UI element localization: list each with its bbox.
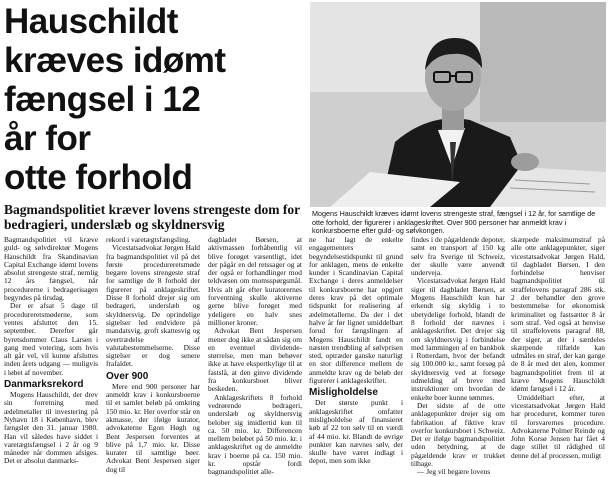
headline-line: Hauschildt bbox=[4, 2, 178, 41]
article-paragraph: findes i de pågældende depoter, samt en transport af 150 kg sølv fra Sverige til Schweiz, der skulle være anvendt underveja. bbox=[411, 235, 505, 278]
article-paragraph: Mere end 900 personer har anmeldt krav i konkursboerne til et samlet beløb på omkring 150 mio. kr. Her overfor står en akmasse, der ifølge kurator, advokaterne Egon Høgh og Bent Jespersen forventes at blive på 1,7 mio. kr. Disse kurater til samtlige bøer. Advokat Bent Jespersen siger dog til bbox=[106, 381, 200, 474]
subheadline: Bagmandspolitiet kræver lovens strengeste dom for bedragieri, underslæb og skyldnersvig bbox=[4, 202, 300, 232]
headline-line: kræves idømt bbox=[4, 41, 226, 80]
section-heading: Danmarksrekord bbox=[4, 379, 84, 391]
article-paragraph: Bagmandspolitiet vil kræve guld- og sølvdirektør Mogens Hauschildt fra Skandinavian Capital Exchange idømt lovens absolut strengeste straf, nemlig 12 års fængsel, når procedurerne i bedragerisagen begyndes på tirsdag. bbox=[4, 235, 98, 303]
article-column-1 bbox=[4, 236, 98, 466]
article-paragraph: Vicestatsadvokat Jørgen Hald siger til dagbladet Børsen, at Mogens Hauschildt kun har erkendt sig skyldig i to ubetydelige forhold, blandt de 8 forhold der nævnes i anklageskriftet. Det drejer sig om skyldnersvig i forbindelse med lammingen af en bankbok i Rotterdam, hvor der befandt sig 100.000 kr., samt forsøg på skyldnersvig ved at forsøge udmelding af breve med instruktioner om hvordan de enkelte boer kunne tømmes. bbox=[411, 276, 505, 402]
article-paragraph: Mogens Hauschildt, der drev sin forretning med ædelmetaller til investering på Nyhavn 18 i København, blev fængslet den 31. januar 1980. Han vil således have siddet i varetægtsfængsel i 2 år og 9 måneder når dommen afsiges. Det er absolut danmarks- bbox=[4, 390, 98, 466]
article-paragraph: Det største punkt i anklageskriftet omfatter misligholdelse af finansieret køb af 22 ton sølv til en værdi af 44 mio. kr. Blandt de øvrige punkter kan nævnes sølv, der skulle have været indlagt i depot, men som ikke bbox=[309, 398, 403, 466]
article-paragraph: Det sidste af de otte anklagepunkter drejer sig om fabrikation af fiktive krav overfor konkursboet i Schweiz. Det er ifølge bagmandspolitiet uden betydning, at de pågældende krav er trukket tilbage. bbox=[411, 400, 505, 469]
article-column-3 bbox=[208, 236, 302, 477]
headline-line: otte forhold bbox=[4, 158, 193, 197]
article-column-4 bbox=[309, 236, 403, 466]
article-paragraph: Vicestatsadvokat Jørgen Hald fra bagmandspolitiet vil på det første procedureretsmøde begære lovens strengeste straf for samtlige de 8 forhold der figurerer på anklageskriftet. Disse 8 forhold drejer sig om bedrageri, underslæb og skyldnersvig. De oprindelige sigtelser led endvidere på mandatsvig, groft skattesvig og overtrædelse af valutabestemmelserne. Disse sigtelser er dog senere frafaldet. bbox=[106, 243, 200, 369]
headline-line: fængsel i 12 bbox=[4, 80, 201, 119]
headline-line: år for bbox=[4, 119, 91, 158]
headline bbox=[4, 2, 304, 197]
section-heading: Over 900 bbox=[106, 370, 149, 382]
article-paragraph: skærpede maksimumstraf på alle otte anklagepunkter, siger vicestatsadvokat Jørgen Hald, til dagbladet Børsen. I den forbindelse henviser bagmandspolitiet til straffelovens paragraf 286 stk. 2 der behandler den grove bestemmelse for økonomisk kriminalitet og fastsætter 8 år som straf. Ved også at henvise til straffelovens paragraf 88, der siger, at der i særdeles skærpende tilfælde kan udmåles en straf, der kan gange de 8 år med det alen, kommer bagmandspolitiet frem til at kræve Mogens Hauschildt idømt fængsel i 12 år. bbox=[511, 235, 605, 394]
article-paragraph: Umiddelbart efter, at vicestatsadvokat Jørgen Hald har proceduret, kommer turen til forsvarernes procedure. Advokaterne Polmer Reinde og John Korsø Jensen har fået 4 dage stillet til rådighed til denne del af processen, muligt bbox=[511, 392, 605, 460]
portrait-illustration bbox=[310, 2, 606, 207]
article-paragraph: Anklageskriftets 8 forhold vedrørende bedrageri, underslæb og skyldnersvig belober sig imidlertid kun til ca. 50 mio. kr. Differencen mellem beløbet på 50 mio. kr. i anklageskriftet og de anmeldte krav i boerne på ca. 150 mio. kr. opstår fordi bagmandspolitiet alle- bbox=[208, 392, 302, 477]
article-column-5 bbox=[411, 236, 505, 477]
portrait-photo bbox=[310, 2, 606, 207]
section-heading: Misligholdelse bbox=[309, 387, 378, 399]
article-paragraph: ne har lagt de enkelte engagementers begyndelsestidspunkt til grund for anklagen, mens de enkelte kunder i Scandinavian Capital Exchange i deres anmeldelser til konkursboerne har opgjort deres krav på det optimale tidspunkt for realisering af ædelmetallerne. Da der i det halve år før lignet umiddelbart forud for fængslingen af Mogens Hauschildt fandt en næsten trendbling af sølvprisen sted, optræder ganske naturligt en stor difference mellem de anmeldte krav og de beløb der figurerer i anklageskriftet. bbox=[309, 235, 403, 386]
photo-caption: Mogens Hauschildt kræves idømt lovens strengeste straf, fængsel i 12 år, for samtlige de otte forhold, der figurerer i anklageskriftet. Over 900 personer har anmeldt krav i konkursboerne efter guld- og sølvkongen. bbox=[312, 209, 596, 236]
article-paragraph: Der er afsat 5 dage til procedureretsmøderne, som ventes afsluttet den 15. september. Derefter går byretsdommer Claus Larsen i gang med votering, som hvis alt går vel, vil kunne afsluttes inden årets udgang — muligvis i løbet af november. bbox=[4, 301, 98, 377]
article-paragraph: — Jeg vil begære lovens bbox=[417, 467, 491, 477]
article-column-6 bbox=[511, 236, 605, 460]
article-paragraph: Advokat Bent Jespersen mener dog ikke at sådan sig om en eventuel dividende-størrelse, men man behøver ikke at have ekspertkylige til at fastslå, at den ginve dividende fra konkursboet bliver beskeden. bbox=[208, 326, 302, 394]
article-paragraph: rekord i varetægtsfængsling. bbox=[106, 235, 191, 244]
article-paragraph: dagbladet Børsen, at aktivmassen forhåbentlig vil blive forøget væsentligt, idet der pågår en del retssager og at der også er forhandlinger mod teldvæsen om momsspørgsmål. Hvis alt går efter kuratorernes forventning skulle aktiverne gerne blive forøget med ydeligere en halv snes millioner kroner. bbox=[208, 235, 302, 327]
article-column-2 bbox=[106, 236, 200, 474]
